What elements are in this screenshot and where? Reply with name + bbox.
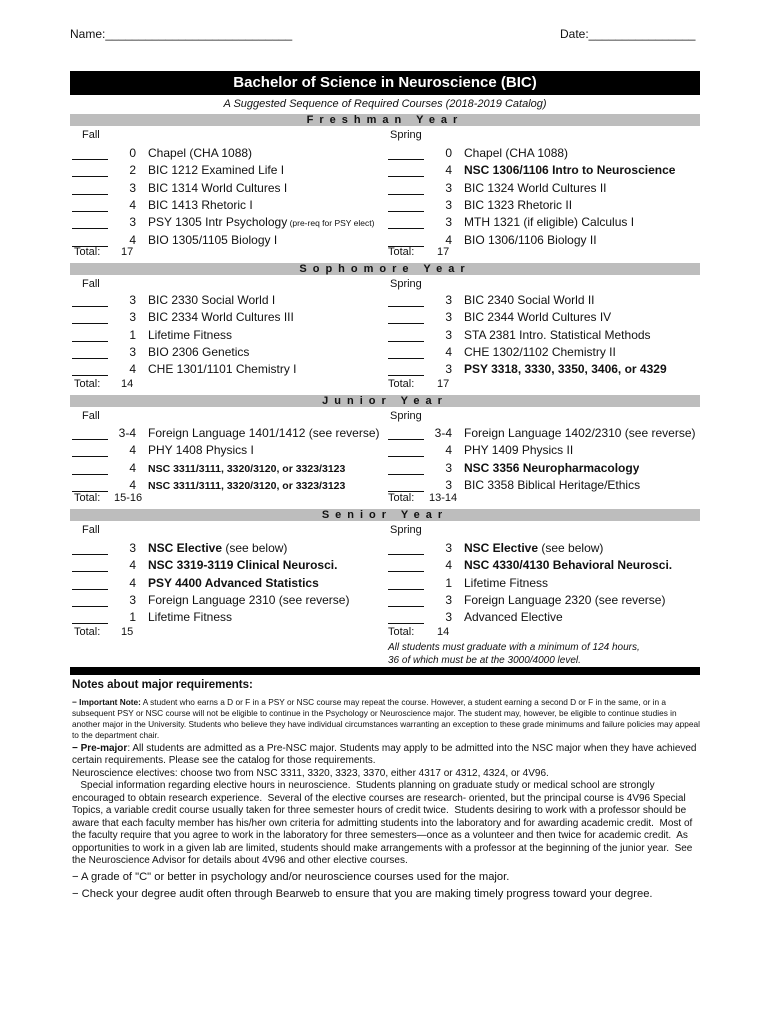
grade-note: − A grade of "C" or better in psychology and/or neuroscience courses used for the major.: [72, 870, 510, 883]
course-credits: 3: [445, 293, 452, 307]
completion-blank[interactable]: [388, 341, 424, 342]
course-name-text: BIC 2344 World Cultures IV: [464, 310, 612, 325]
course-credits: 3: [129, 215, 136, 230]
divider-rule: [70, 667, 700, 675]
course-name-text: NSC 3319-3119 Clinical Neurosci.: [148, 558, 338, 573]
course-name: [148, 344, 249, 361]
total-value: 15: [121, 626, 134, 638]
course-row: [388, 540, 700, 557]
course-name-text: Lifetime Fitness: [464, 575, 549, 590]
course-name: [148, 425, 380, 442]
course-name: [464, 197, 572, 214]
course-credits: 3: [445, 460, 452, 475]
total-label: Total:: [388, 378, 415, 390]
completion-blank[interactable]: [72, 606, 108, 607]
year-header: Sophomore Year: [70, 263, 700, 275]
course-row: [388, 460, 700, 477]
notes-section: [72, 679, 700, 901]
course-note: (pre-req for PSY elect): [287, 218, 375, 229]
course-credits: 0: [129, 146, 136, 160]
course-row: [72, 361, 388, 378]
course-credits: 4: [129, 232, 136, 247]
course-name: [148, 540, 287, 557]
course-name-text: Lifetime Fitness: [148, 610, 233, 625]
course-name: [464, 477, 640, 494]
course-credits: 3: [445, 215, 452, 230]
course-name: [464, 344, 616, 361]
completion-blank[interactable]: [72, 474, 108, 475]
course-credits: 1: [445, 575, 452, 590]
total-value: 13-14: [429, 492, 458, 504]
course-name-text: NSC Elective: [148, 541, 223, 555]
completion-blank[interactable]: [72, 571, 108, 572]
course-row: [72, 232, 388, 249]
completion-blank[interactable]: [72, 306, 108, 307]
completion-blank[interactable]: [388, 211, 424, 212]
course-credits: 3-4: [434, 426, 452, 440]
spring-total: [388, 626, 450, 638]
course-name: [148, 327, 232, 344]
course-credits: 3-4: [118, 426, 136, 440]
completion-blank[interactable]: [72, 456, 108, 457]
completion-blank[interactable]: [388, 589, 424, 590]
grad-note-line-2: 36 of which must be at the 3000/4000 level.: [388, 655, 581, 666]
fall-total: [74, 246, 134, 258]
course-name: [464, 442, 573, 459]
course-credits: 4: [445, 443, 452, 458]
important-note: [72, 697, 700, 742]
total-label: Total:: [388, 246, 415, 258]
course-row: [72, 425, 388, 442]
course-row: [388, 575, 700, 592]
course-row: [72, 540, 388, 557]
important-text: A student who earns a D or F in a PSY or NSC course may repeat the course. However, a student earning a second D or F in the same, or in a subsequent PSY or NSC course will not be eligible to continue in the Psychology or Neuroscience major. The student may, however, be eligible to continue studies in another major in the University. Students who believe they have individual circumstances warranting an exception to these grade minimums and failure policies may appeal to the department chair.: [72, 696, 700, 741]
course-name-text: BIC 3358 Biblical Heritage/Ethics: [464, 477, 641, 492]
course-name: [464, 557, 672, 574]
fall-label: Fall: [82, 524, 100, 536]
spring-total: [388, 378, 450, 390]
course-row: [388, 557, 700, 574]
course-row: [72, 162, 388, 179]
course-note: (see below): [538, 541, 604, 555]
course-credits: 4: [129, 362, 136, 377]
year-header: Senior Year: [70, 509, 700, 521]
year-header: Freshman Year: [70, 114, 700, 126]
course-name-text: BIO 1306/1106 Biology II: [464, 232, 597, 247]
course-name-text: BIC 1413 Rhetoric I: [148, 197, 253, 212]
fall-total: [74, 492, 143, 504]
course-name-text: PSY 3318, 3330, 3350, 3406, or 4329: [464, 362, 667, 377]
grad-note-line-1: All students must graduate with a minimum of 124 hours,: [388, 642, 640, 653]
course-credits: 3: [445, 310, 452, 325]
course-credits: 3: [129, 541, 136, 555]
course-name: [148, 442, 254, 459]
course-row: [72, 344, 388, 361]
name-field[interactable]: Name:____________________________: [70, 27, 293, 41]
course-name-text: PHY 1408 Physics I: [148, 443, 254, 458]
course-credits: 4: [129, 443, 136, 458]
course-name: [148, 180, 287, 197]
course-name-text: NSC 3311/3111, 3320/3120, or 3323/3123: [148, 479, 346, 492]
date-field[interactable]: Date:________________: [560, 27, 696, 41]
course-name: [464, 145, 568, 162]
course-credits: 3: [445, 541, 452, 555]
completion-blank[interactable]: [388, 554, 424, 555]
course-name-text: BIC 1323 Rhetoric II: [464, 197, 573, 212]
completion-blank[interactable]: [388, 306, 424, 307]
course-row: [72, 145, 388, 162]
course-name-text: NSC 4330/4130 Behavioral Neurosci.: [464, 558, 673, 573]
course-name: [464, 425, 696, 442]
spring-label: Spring: [390, 410, 422, 422]
spring-total: [388, 492, 458, 504]
course-credits: 3: [129, 592, 136, 607]
course-name: [148, 575, 319, 592]
fall-label: Fall: [82, 129, 100, 141]
course-name: [464, 609, 563, 626]
course-name-text: Chapel (CHA 1088): [148, 146, 253, 160]
total-value: 17: [121, 246, 134, 258]
course-name-text: BIC 1314 World Cultures I: [148, 180, 288, 195]
course-row: [388, 162, 700, 179]
completion-blank[interactable]: [72, 439, 108, 440]
course-name-text: Foreign Language 2310 (see reverse): [148, 592, 350, 607]
course-credits: 4: [445, 163, 452, 178]
completion-blank[interactable]: [388, 439, 424, 440]
course-name: [148, 361, 297, 378]
completion-blank[interactable]: [72, 211, 108, 212]
completion-blank[interactable]: [72, 358, 108, 359]
course-row: [388, 442, 700, 459]
course-name: [148, 145, 252, 162]
completion-blank[interactable]: [72, 375, 108, 376]
completion-blank[interactable]: [388, 228, 424, 229]
course-row: [388, 309, 700, 326]
course-name: [464, 232, 597, 249]
course-name: [148, 232, 277, 249]
course-credits: 3: [445, 327, 452, 342]
course-credits: 1: [129, 610, 136, 625]
course-row: [388, 327, 700, 344]
course-row: [72, 214, 388, 231]
course-credits: 0: [445, 146, 452, 160]
electives-note: Neuroscience electives: choose two from NSC 3311, 3320, 3323, 3370, either 4317 or 4312, 4324, or 4V96.: [72, 767, 549, 779]
course-row: [72, 460, 388, 477]
course-name: [464, 327, 651, 344]
course-name-text: BIO 2306 Genetics: [148, 344, 250, 359]
premajor-label: − Pre-major: [72, 742, 128, 754]
course-credits: 4: [129, 558, 136, 573]
research-note: Special information regarding elective hours in neuroscience. Students planning on graduate study or medical school are strongly encouraged to obtain research experience. Several of the elective courses are research- oriented, but the principal course is 4V96 Special Topics, a variable credit course usually taken for three semester hours of credit twice. Students desiring to work with a professor should be aware that each faculty member has his/her own criteria for admitting students into the laboratory and for awarding academic credit. Most of the faculty require that you agree to work in the laboratory for three semesters—once as a volunteer and then twice for academic credit. As opportunities to work in a given lab are limited, students should make arrangements with a professor at the beginning of the junior year. See the Neuroscience Advisor for details about 4V96 and other elective courses.: [72, 780, 696, 867]
course-name-text: Foreign Language 2320 (see reverse): [464, 592, 666, 607]
course-credits: 4: [445, 558, 452, 573]
fall-total: [74, 626, 134, 638]
course-row: [388, 214, 700, 231]
completion-blank[interactable]: [72, 323, 108, 324]
completion-blank[interactable]: [72, 159, 108, 160]
premajor-text: : All students are admitted as a Pre-NSC major. Students may apply to be admitted into the NSC major when they have achieved certain requirements. Please see the catalog for those requirements.: [72, 742, 697, 767]
course-row: [388, 145, 700, 162]
course-name-text: PHY 1409 Physics II: [464, 443, 574, 458]
important-label: − Important Note:: [72, 696, 141, 707]
course-row: [72, 197, 388, 214]
course-name-text: STA 2381 Intro. Statistical Methods: [464, 327, 651, 342]
course-name-text: BIC 2340 Social World II: [464, 293, 595, 307]
course-credits: 4: [129, 575, 136, 590]
course-credits: 4: [445, 232, 452, 247]
total-label: Total:: [74, 378, 101, 390]
course-credits: 3: [129, 180, 136, 195]
course-credits: 4: [445, 344, 452, 359]
course-row: [72, 557, 388, 574]
total-value: 14: [437, 626, 450, 638]
course-name: [148, 162, 284, 179]
completion-blank[interactable]: [388, 194, 424, 195]
course-credits: 4: [129, 477, 136, 492]
completion-blank[interactable]: [388, 358, 424, 359]
course-name-text: Foreign Language 1401/1412 (see reverse): [148, 426, 380, 440]
course-row: [72, 309, 388, 326]
course-row: [388, 292, 700, 309]
course-credits: 3: [445, 592, 452, 607]
course-name: [464, 214, 634, 231]
course-row: [72, 327, 388, 344]
course-name-text: CHE 1302/1102 Chemistry II: [464, 344, 616, 359]
course-name: [148, 609, 232, 626]
year-header: Junior Year: [70, 395, 700, 407]
course-row: [388, 609, 700, 626]
course-row: [388, 344, 700, 361]
course-name: [148, 292, 275, 309]
course-name: [464, 180, 607, 197]
spring-total: [388, 246, 450, 258]
course-name: [148, 460, 345, 478]
course-name: [464, 460, 639, 477]
course-name: [464, 292, 595, 309]
audit-note: − Check your degree audit often through Bearweb to ensure that you are making timely progress toward your degree.: [72, 887, 653, 900]
total-value: 14: [121, 378, 134, 390]
course-row: [72, 575, 388, 592]
completion-blank[interactable]: [388, 571, 424, 572]
completion-blank[interactable]: [388, 159, 424, 160]
completion-blank[interactable]: [72, 194, 108, 195]
completion-blank[interactable]: [72, 589, 108, 590]
course-name: [464, 592, 665, 609]
total-value: 17: [437, 246, 450, 258]
course-row: [388, 592, 700, 609]
course-row: [72, 442, 388, 459]
course-credits: 3: [129, 310, 136, 325]
course-row: [388, 197, 700, 214]
course-name-text: BIC 1324 World Cultures II: [464, 180, 607, 195]
course-name: [464, 575, 548, 592]
course-name-text: NSC 1306/1106 Intro to Neuroscience: [464, 163, 676, 178]
course-credits: 3: [129, 344, 136, 359]
total-label: Total:: [74, 492, 101, 504]
total-label: Total:: [74, 626, 101, 638]
course-note: (see below): [222, 541, 288, 555]
course-name-text: NSC 3356 Neuropharmacology: [464, 460, 640, 475]
completion-blank[interactable]: [388, 623, 424, 624]
completion-blank[interactable]: [388, 606, 424, 607]
course-name-text: BIC 2334 World Cultures III: [148, 310, 294, 325]
course-name: [148, 592, 349, 609]
course-name-text: Advanced Elective: [464, 610, 563, 625]
notes-heading: Notes about major requirements:: [72, 679, 253, 691]
course-name: [148, 197, 253, 214]
course-name: [464, 162, 675, 179]
completion-blank[interactable]: [72, 228, 108, 229]
course-credits: 1: [129, 327, 136, 342]
course-name-text: BIO 1305/1105 Biology I: [148, 232, 278, 247]
course-credits: 3: [445, 180, 452, 195]
fall-label: Fall: [82, 410, 100, 422]
completion-blank[interactable]: [72, 554, 108, 555]
course-row: [388, 361, 700, 378]
course-row: [388, 180, 700, 197]
course-row: [72, 180, 388, 197]
completion-blank[interactable]: [388, 474, 424, 475]
course-name-text: NSC 3311/3111, 3320/3120, or 3323/3123: [148, 462, 346, 475]
completion-blank[interactable]: [72, 623, 108, 624]
completion-blank[interactable]: [72, 176, 108, 177]
completion-blank[interactable]: [388, 456, 424, 457]
course-name: [148, 214, 374, 232]
total-value: 17: [437, 378, 450, 390]
course-name: [464, 540, 603, 557]
course-row: [388, 232, 700, 249]
fall-total: [74, 378, 134, 390]
course-name-text: CHE 1301/1101 Chemistry I: [148, 362, 297, 377]
course-credits: 3: [445, 610, 452, 625]
course-name: [464, 309, 611, 326]
course-name-text: Lifetime Fitness: [148, 327, 233, 342]
spring-label: Spring: [390, 129, 422, 141]
spring-label: Spring: [390, 524, 422, 536]
course-row: [388, 425, 700, 442]
spring-label: Spring: [390, 278, 422, 290]
course-row: [72, 292, 388, 309]
total-label: Total:: [74, 246, 101, 258]
course-name-text: Chapel (CHA 1088): [464, 146, 569, 160]
total-label: Total:: [388, 626, 415, 638]
course-name-text: MTH 1321 (if eligible) Calculus I: [464, 215, 635, 230]
course-credits: 3: [445, 477, 452, 492]
course-name: [148, 557, 337, 574]
fall-label: Fall: [82, 278, 100, 290]
total-label: Total:: [388, 492, 415, 504]
course-credits: 4: [129, 197, 136, 212]
course-name-text: NSC Elective: [464, 541, 539, 555]
course-name-text: BIC 2330 Social World I: [148, 293, 276, 307]
course-name-text: BIC 1212 Examined Life I: [148, 163, 285, 178]
course-row: [72, 592, 388, 609]
completion-blank[interactable]: [72, 341, 108, 342]
course-credits: 3: [129, 293, 136, 307]
course-name: [148, 309, 294, 326]
course-credits: 3: [445, 362, 452, 377]
document-subtitle: A Suggested Sequence of Required Courses (2018-2019 Catalog): [223, 98, 547, 110]
completion-blank[interactable]: [388, 176, 424, 177]
course-credits: 2: [129, 163, 136, 178]
course-row: [72, 609, 388, 626]
total-value: 15-16: [114, 492, 143, 504]
course-credits: 4: [129, 460, 136, 475]
course-credits: 3: [445, 197, 452, 212]
course-name-text: PSY 4400 Advanced Statistics: [148, 575, 319, 590]
course-name: [464, 361, 667, 378]
premajor-note: [72, 743, 700, 768]
document-title: Bachelor of Science in Neuroscience (BIC): [70, 71, 700, 95]
completion-blank[interactable]: [388, 375, 424, 376]
course-name-text: PSY 1305 Intr Psychology: [148, 215, 288, 230]
course-name-text: Foreign Language 1402/2310 (see reverse): [464, 426, 696, 440]
course-name: [148, 477, 345, 495]
completion-blank[interactable]: [388, 323, 424, 324]
